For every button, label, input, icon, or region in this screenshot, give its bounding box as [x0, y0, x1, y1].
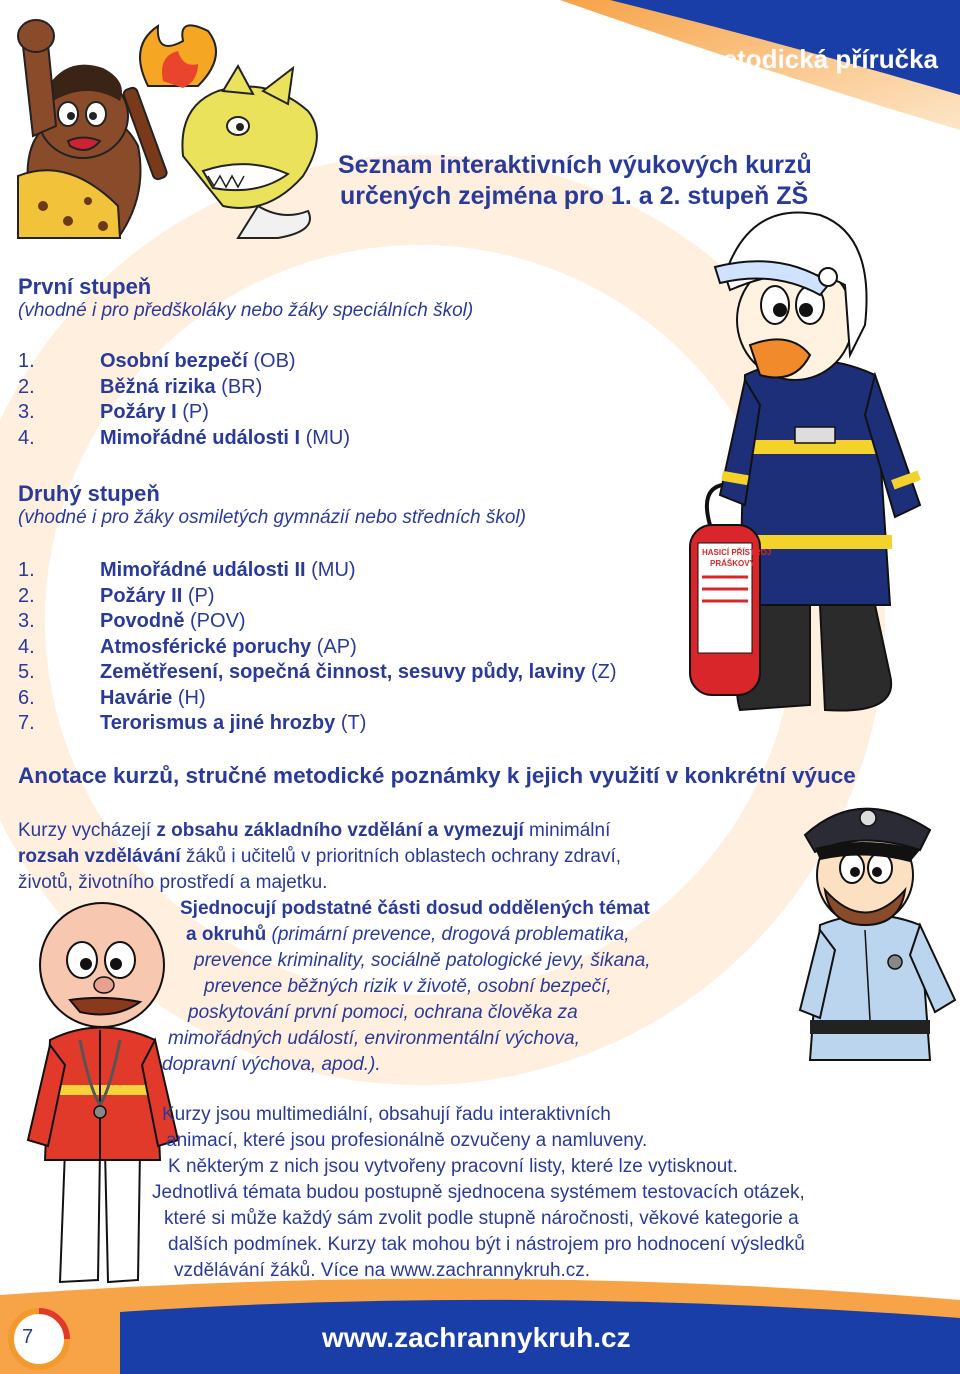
first-level-course-list	[18, 349, 350, 451]
list-item: 4. Mimořádné události I (MU)	[18, 426, 351, 449]
page-title	[338, 150, 812, 212]
annotation-paragraph-1: Kurzy vycházejí z obsahu základního vzdělání a vymezují minimální rozsah vzdělávání žáků i učitelů v prioritních oblastech ochrany zdraví, životů, životního prostředí a majetku.	[18, 820, 622, 893]
list-item: 3. Povodně (POV)	[18, 610, 246, 632]
police-officer-illustration	[780, 790, 960, 1070]
annotation-heading: Anotace kurzů, stručné metodické poznámky k jejich využití v konkrétní výuce	[18, 763, 856, 788]
page-title-line2: určených zejména pro 1. a 2. stupeň ZŠ	[340, 182, 809, 210]
list-item: 1. Osobní bezpečí (OB)	[18, 350, 296, 372]
footer-url-link[interactable]: www.zachrannykruh.cz	[322, 1322, 631, 1353]
page-number: 7	[22, 1326, 34, 1348]
caveman-dragon-illustration	[8, 6, 338, 242]
extinguisher-label-line2: PRÁŠKOVÝ	[710, 559, 755, 568]
page-title-line1: Seznam interaktivních výukových kurzů	[338, 151, 812, 179]
list-item: 1. Mimořádné události II (MU)	[18, 559, 356, 581]
list-item: 2. Požáry II (P)	[18, 584, 215, 607]
list-item: 6. Havárie (H)	[18, 686, 206, 709]
annotation-paragraph-3: Kurzy jsou multimediální, obsahují řadu interaktivních animací, které jsou profesionálně ozvučeny a namluveny. K některým z nich jsou vytvořeny pracovní listy, které lze vytisknout. Jednotlivá témata budou postupně sjednocena systémem testovacích otázek, které si může každý sám zvolit podle stupně náročnosti, věkové kategorie a dalších podmínek. Kurzy tak mohou být i nástrojem pro hodnocení výsledků vzdělávání žáků. Více na www.zachrannykruh.cz.	[152, 1104, 805, 1281]
first-level-subtitle: (vhodné i pro předškoláky nebo žáky speciálních škol)	[18, 300, 474, 321]
first-level-heading: První stupeň	[18, 274, 152, 299]
second-level-course-list	[18, 558, 616, 737]
list-item: 5. Zemětřesení, sopečná činnost, sesuvy půdy, laviny (Z)	[18, 661, 617, 683]
annotation-paragraph-2: Sjednocují podstatné části dosud oddělených témat a okruhů (primární prevence, drogová problematika, prevence kriminality, sociálně patologické jevy, šikana, prevence běžných rizik v životě, osobní bezpečí, poskytování první pomoci, ochrana člověka za mimořádných událostí, environmentální výchova, dopravní výchova, apod.).	[162, 898, 651, 1075]
second-level-heading: Druhý stupeň	[18, 481, 160, 506]
list-item: 4. Atmosférické poruchy (AP)	[18, 635, 357, 658]
list-item: 2. Běžná rizika (BR)	[18, 375, 263, 398]
extinguisher-label-line1: HASICÍ PŘÍSTROJ	[702, 548, 772, 557]
firefighter-illustration	[660, 205, 960, 725]
page-number-circle-icon	[6, 1306, 72, 1372]
list-item: 7. Terorismus a jiné hrozby (T)	[18, 712, 367, 734]
header-label: metodická příručka	[699, 44, 938, 74]
list-item: 3. Požáry I (P)	[18, 401, 209, 423]
second-level-subtitle: (vhodné i pro žáky osmiletých gymnázií nebo středních škol)	[18, 507, 526, 528]
